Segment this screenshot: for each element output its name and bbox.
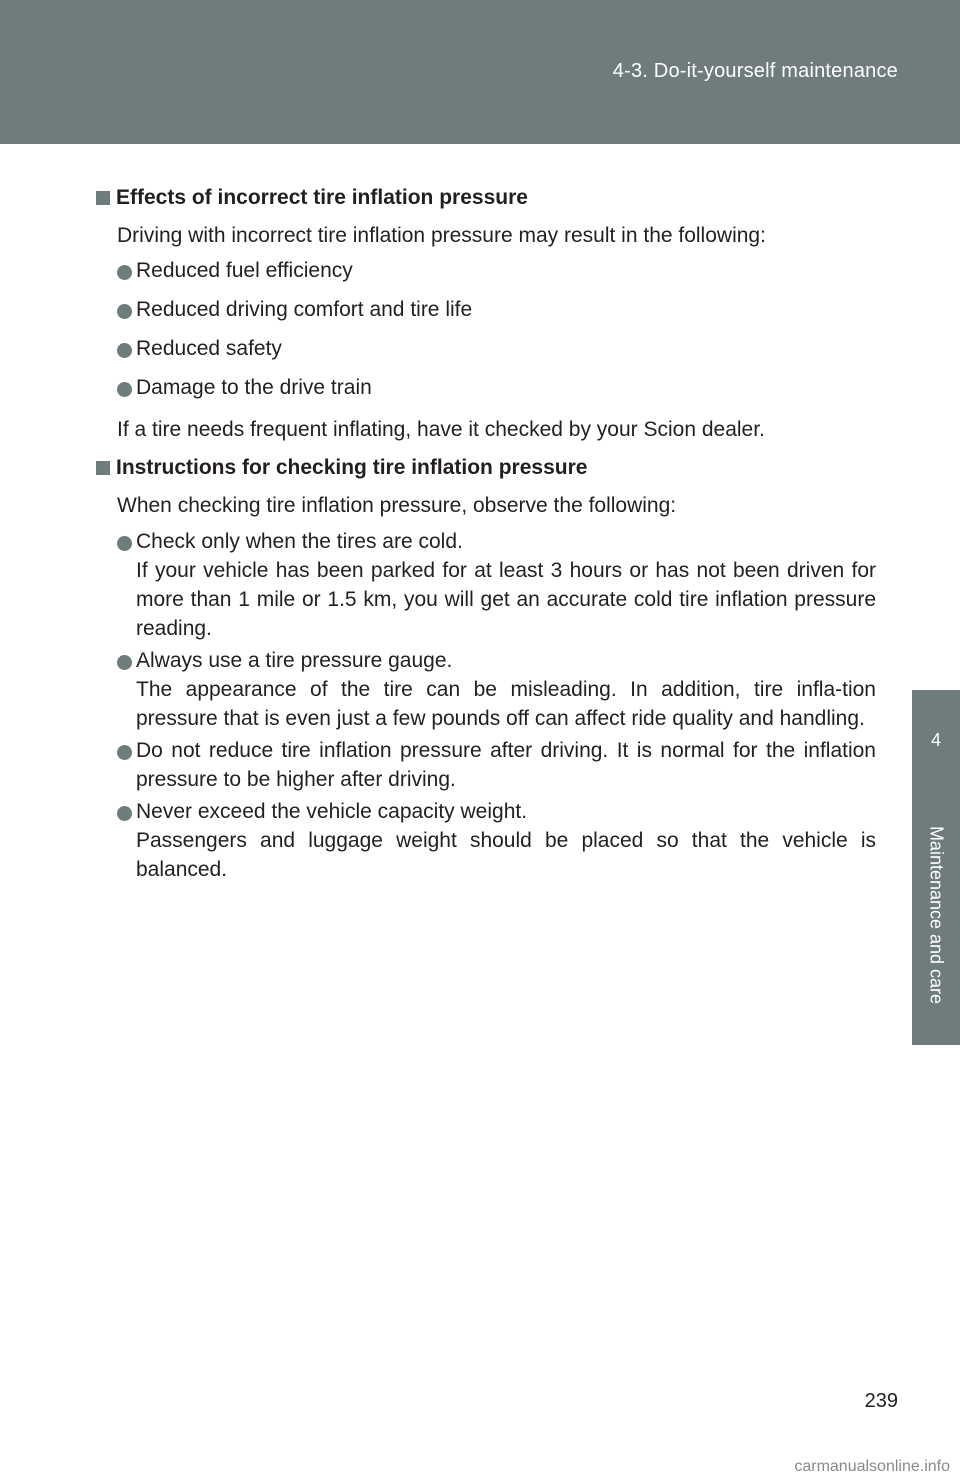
- page-content: [96, 180, 876, 887]
- list-item: Always use a tire pressure gauge. The appearance of the tire can be misleading. In addition, tire infla-tion pressure that is even just a few pounds off can affect ride quality and handling.: [96, 646, 876, 733]
- page-number: 239: [864, 1390, 898, 1412]
- circle-bullet-icon: [117, 382, 132, 397]
- list-item: Reduced safety: [96, 334, 876, 364]
- chapter-number: 4: [930, 730, 941, 750]
- circle-bullet-icon: [117, 745, 132, 760]
- circle-bullet-icon: [117, 655, 132, 670]
- section-title: 4-3. Do-it-yourself maintenance: [612, 60, 898, 82]
- list-item: Never exceed the vehicle capacity weight. Passengers and luggage weight should be placed so that the vehicle is balanced.: [96, 797, 876, 884]
- page-header: [0, 0, 960, 144]
- section-outro: If a tire needs frequent inflating, have it checked by your Scion dealer.: [117, 418, 765, 441]
- list-item: Check only when the tires are cold. If your vehicle has been parked for at least 3 hours or has not been driven for more than 1 mile or 1.5 km, you will get an accurate cold tire inflation pressure reading.: [96, 527, 876, 643]
- list-item: Damage to the drive train: [96, 373, 876, 403]
- section-intro: Driving with incorrect tire inflation pressure may result in the following:: [117, 224, 766, 247]
- watermark: carmanualsonline.info: [794, 1458, 950, 1475]
- square-bullet-icon: [96, 191, 110, 205]
- list-item: Do not reduce tire inflation pressure after driving. It is normal for the inflation pressure to be higher after driving.: [96, 736, 876, 794]
- list-item: Reduced driving comfort and tire life: [96, 295, 876, 325]
- chapter-label: Maintenance and care: [926, 825, 947, 1005]
- circle-bullet-icon: [117, 265, 132, 280]
- section-heading: Effects of incorrect tire inflation pressure: [96, 180, 876, 216]
- list-item: Reduced fuel efficiency: [96, 256, 876, 286]
- chapter-tab: [912, 690, 960, 1045]
- circle-bullet-icon: [117, 343, 132, 358]
- circle-bullet-icon: [117, 304, 132, 319]
- circle-bullet-icon: [117, 536, 132, 551]
- section-intro: When checking tire inflation pressure, observe the following:: [117, 494, 677, 517]
- circle-bullet-icon: [117, 806, 132, 821]
- section-heading: Instructions for checking tire inflation pressure: [96, 450, 876, 486]
- square-bullet-icon: [96, 461, 110, 475]
